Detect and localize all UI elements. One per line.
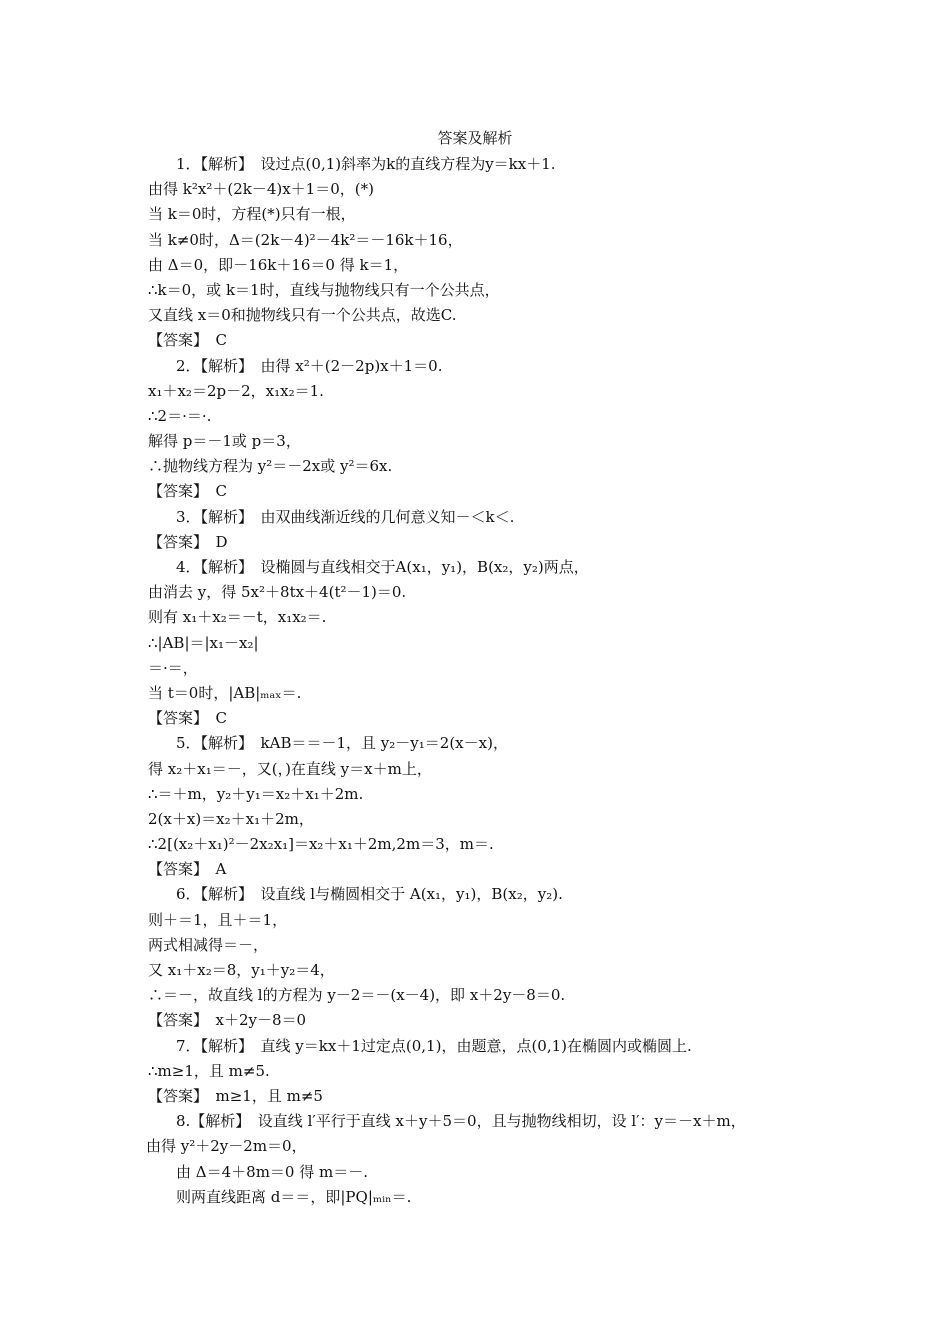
- text-line: 则＋＝1，且＋＝1，: [148, 910, 288, 929]
- text-line: 1．【解析】 设过点(0,1)斜率为k的直线方程为y＝kx＋1.: [176, 155, 556, 173]
- text-line: 由 Δ＝4＋8m＝0 得 m＝－.: [176, 1162, 368, 1181]
- text-line: ∴抛物线方程为 y²＝－2x或 y²＝6x.: [148, 457, 393, 476]
- text-line: ＝·＝，: [148, 658, 198, 677]
- text-line: 2(x＋x)＝x₂＋x₁＋2m，: [148, 809, 314, 828]
- text-line: 由消去 y，得 5x²＋8tx＋4(t²－1)＝0.: [148, 583, 407, 602]
- text-line: 【答案】 C: [148, 331, 227, 350]
- text-line: ∴2＝·＝·.: [148, 406, 212, 425]
- text-line: 由得 k²x²＋(2k－4)x＋1＝0，(*): [148, 180, 374, 199]
- text-line: 当 t＝0时，|AB|ₘₐₓ＝.: [148, 683, 302, 702]
- text-line: ∴k＝0，或 k＝1时，直线与抛物线只有一个公共点，: [148, 280, 500, 299]
- text-line: 【答案】 C: [148, 709, 227, 728]
- text-line: x₁＋x₂＝2p－2，x₁x₂＝1.: [148, 381, 324, 400]
- text-line: 3．【解析】 由双曲线渐近线的几何意义知－＜k＜.: [176, 507, 515, 526]
- text-line: 【答案】 m≥1，且 m≠5: [148, 1086, 323, 1105]
- text-line: ∴＝＋m，y₂＋y₁＝x₂＋x₁＋2m.: [148, 784, 364, 803]
- text-line: ∴m≥1，且 m≠5.: [148, 1061, 270, 1080]
- text-line: 则有 x₁＋x₂＝－t，x₁x₂＝.: [148, 608, 327, 627]
- text-line: 6．【解析】 设直线 l与椭圆相交于 A(x₁，y₁)，B(x₂，y₂).: [176, 885, 563, 904]
- text-line: ∴2[(x₂＋x₁)²－2x₂x₁]＝x₂＋x₁＋2m,2m＝3，m＝.: [148, 835, 494, 854]
- text-line: 两式相减得＝－，: [148, 935, 269, 954]
- text-line: ∴|AB|＝|x₁－x₂|: [148, 633, 259, 652]
- answer-content: [148, 152, 828, 1210]
- text-line: 【答案】 x＋2y－8＝0: [148, 1011, 307, 1030]
- text-line: 由得 y²＋2y－2m＝0，: [146, 1137, 307, 1156]
- text-line: 得 x₂＋x₁＝－，又(，)在直线 y＝x＋m上，: [148, 759, 432, 778]
- text-line: 则两直线距离 d＝＝，即|PQ|ₘᵢₙ＝.: [176, 1187, 412, 1206]
- text-line: 当 k＝0时，方程(*)只有一根，: [148, 205, 356, 224]
- text-line: ∴＝－，故直线 l的方程为 y－2＝－(x－4)，即 x＋2y－8＝0.: [148, 986, 566, 1005]
- text-line: 由 Δ＝0，即－16k＋16＝0 得 k＝1，: [148, 255, 409, 274]
- text-line: 【答案】 A: [148, 860, 227, 879]
- text-line: 5．【解析】 kAB＝＝－1，且 y₂－y₁＝2(x－x)，: [176, 734, 508, 753]
- text-line: 8.【解析】 设直线 l′平行于直线 x＋y＋5＝0，且与抛物线相切，设 l′：y＝－x＋m，: [176, 1112, 746, 1131]
- text-line: 4．【解析】 设椭圆与直线相交于A(x₁，y₁)，B(x₂，y₂)两点，: [176, 558, 589, 576]
- text-line: 7．【解析】 直线 y＝kx＋1过定点(0,1)，由题意，点(0,1)在椭圆内或椭圆上.: [176, 1036, 692, 1055]
- text-line: 【答案】 D: [148, 532, 228, 551]
- page-title: 答案及解析: [437, 129, 513, 147]
- text-line: 【答案】 C: [148, 482, 227, 501]
- text-line: 又直线 x＝0和抛物线只有一个公共点，故选C.: [148, 306, 457, 325]
- text-line: 又 x₁＋x₂＝8，y₁＋y₂＝4，: [148, 961, 335, 979]
- text-line: 当 k≠0时，Δ＝(2k－4)²－4k²＝－16k＋16，: [148, 230, 463, 249]
- text-line: 2．【解析】 由得 x²＋(2－2p)x＋1＝0.: [176, 356, 443, 375]
- text-line: 解得 p＝－1或 p＝3，: [148, 432, 301, 451]
